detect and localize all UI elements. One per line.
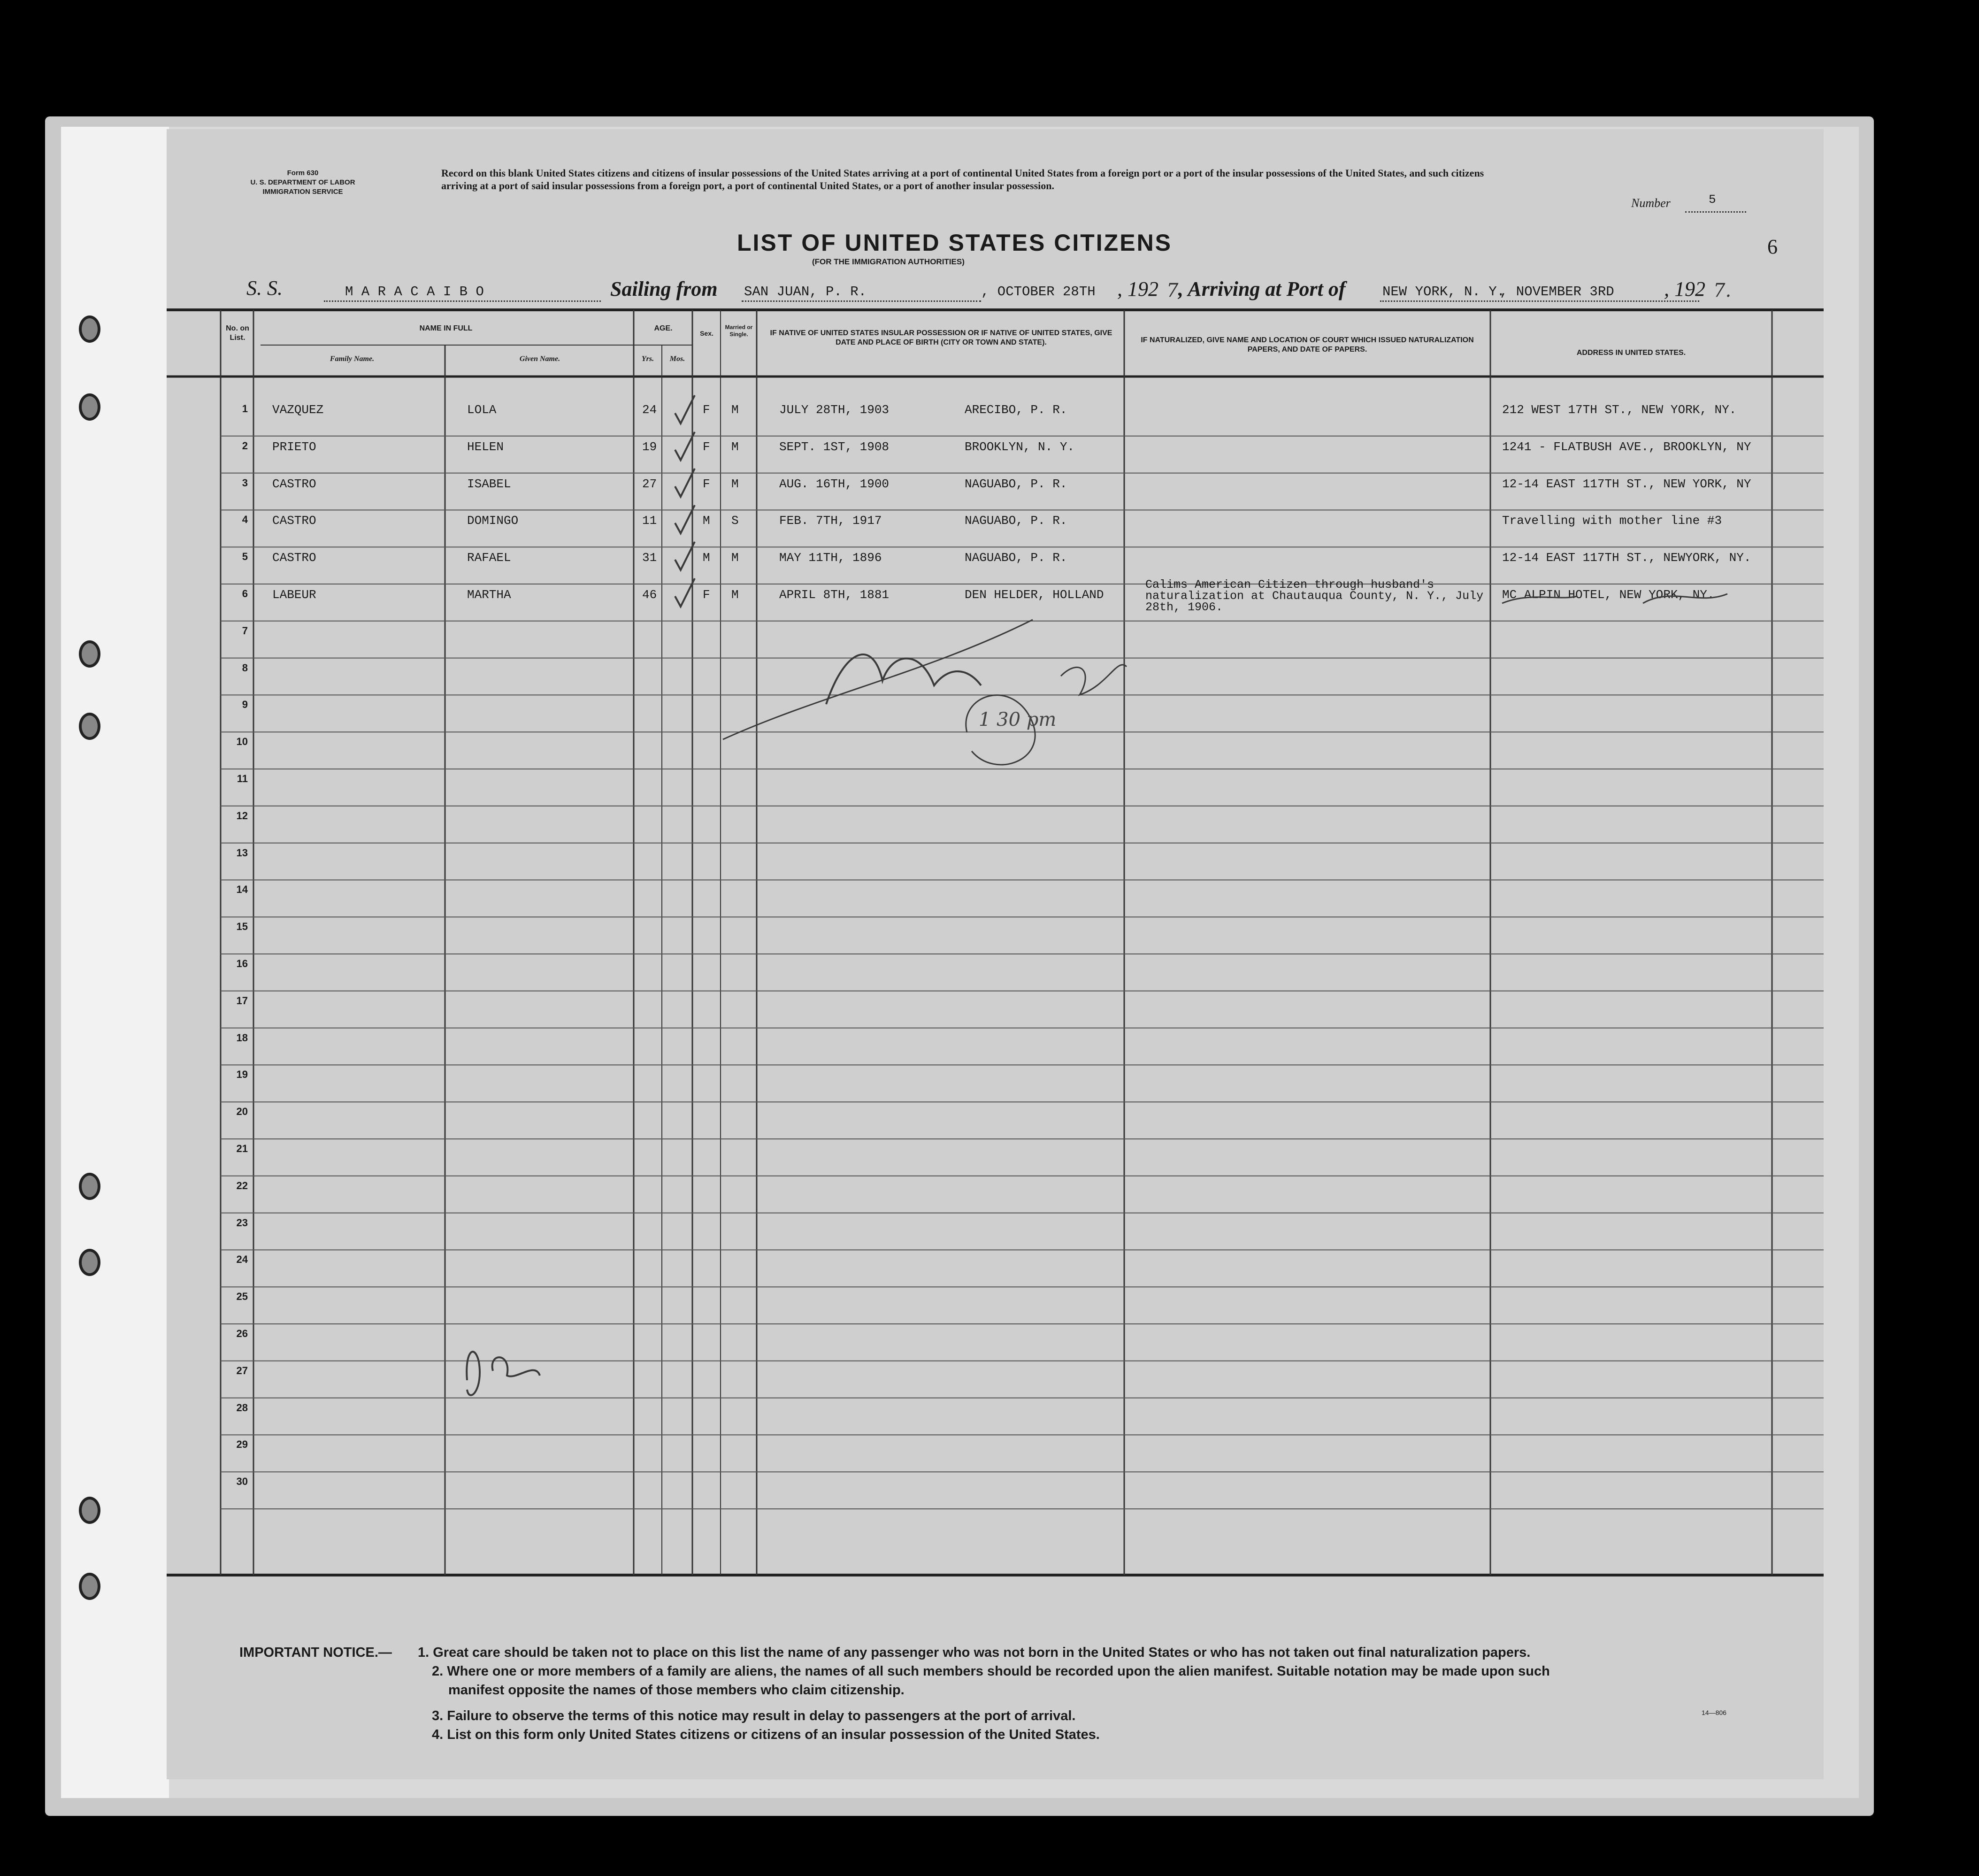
cell-family: PRIETO	[272, 439, 316, 454]
row-number: 5	[242, 551, 248, 563]
cell-yrs: 19	[642, 439, 657, 454]
col-header-address: ADDRESS IN UNITED STATES.	[1576, 349, 1686, 357]
ship-name: M A R A C A I B O	[345, 284, 484, 300]
notice-item-2b: manifest opposite the names of those members who claim citizenship.	[448, 1683, 905, 1698]
check-mark	[675, 578, 695, 607]
cell-birth-place: BROOKLYN, N. Y.	[965, 439, 1075, 454]
cell-given: MARTHA	[467, 588, 511, 602]
cell-yrs: 24	[642, 403, 657, 417]
row-number: 10	[236, 736, 248, 748]
cell-yrs: 27	[642, 477, 657, 491]
cell-birth-date: FEB. 7TH, 1917	[779, 514, 882, 528]
number-label: Number	[1631, 196, 1671, 210]
cell-ms: M	[731, 588, 739, 602]
row-number: 9	[242, 699, 248, 711]
cell-given: LOLA	[467, 403, 497, 417]
cell-birth-date: JULY 28TH, 1903	[779, 403, 890, 417]
col-header-family-name: Family Name.	[330, 355, 375, 363]
col-header-birth: IF NATIVE OF UNITED STATES INSULAR POSSESSION OR IF NATIVE OF UNITED STATES, GIVE DATE AND PLACE OF BIRTH (CITY OR TOWN AND STATE).	[770, 329, 1112, 346]
cell-family: CASTRO	[272, 514, 316, 528]
notice-item-4: 4. List on this form only United States citizens or citizens of an insular possession of the United States.	[432, 1727, 1100, 1742]
col-header-sex: Sex.	[700, 330, 713, 337]
cell-address: Travelling with mother line #3	[1502, 514, 1722, 528]
cell-yrs: 31	[642, 551, 657, 565]
cell-sex: M	[703, 551, 710, 565]
cell-yrs: 11	[642, 514, 657, 528]
cell-birth-date: AUG. 16TH, 1900	[779, 477, 890, 491]
row-number: 22	[236, 1179, 248, 1192]
cell-ms: M	[731, 439, 739, 454]
cell-address: 1241 - FLATBUSH AVE., BROOKLYN, NY	[1502, 439, 1751, 454]
col-header-name-in-full: NAME IN FULL	[419, 324, 473, 332]
cell-ms: M	[731, 403, 739, 417]
row-number: 15	[236, 921, 248, 933]
col-header-number: No. on List.	[226, 324, 249, 342]
notice-item-3: 3. Failure to observe the terms of this notice may result in delay to passengers at the port of arrival.	[432, 1708, 1076, 1723]
cell-given: RAFAEL	[467, 551, 511, 565]
row-number: 25	[236, 1291, 248, 1303]
cell-birth-date: SEPT. 1ST, 1908	[779, 439, 890, 454]
check-mark	[675, 505, 695, 533]
row-number: 21	[236, 1143, 248, 1154]
row-number: 19	[236, 1069, 248, 1081]
row-number: 11	[237, 773, 248, 784]
sailing-year-prefix: , 192	[1117, 277, 1158, 300]
arrival-year-prefix: , 192	[1664, 277, 1705, 300]
col-header-married: Married or Single.	[725, 324, 753, 338]
notice-item-1: 1. Great care should be taken not to place on this list the name of any passenger who was not born in the United States or who has not taken out final naturalization papers.	[418, 1645, 1531, 1660]
form-title: LIST OF UNITED STATES CITIZENS	[737, 230, 1173, 256]
handwritten-time-note: 1 30 pm	[979, 709, 1057, 730]
row-number: 1	[242, 403, 248, 415]
cell-yrs: 46	[642, 588, 657, 602]
cell-address: 12-14 EAST 117TH ST., NEW YORK, NY	[1502, 477, 1751, 491]
service: IMMIGRATION SERVICE	[262, 188, 343, 196]
row-number: 23	[236, 1216, 248, 1229]
cell-family: VAZQUEZ	[272, 403, 324, 417]
sailing-label: Sailing from	[610, 277, 718, 300]
cell-family: CASTRO	[272, 477, 316, 491]
cell-family: CASTRO	[272, 551, 316, 565]
check-mark	[675, 432, 695, 460]
row-number: 28	[236, 1401, 248, 1414]
arriving-label: , Arriving at Port of	[1178, 277, 1346, 300]
col-header-given-name: Given Name.	[519, 355, 560, 363]
row-number: 17	[236, 994, 248, 1007]
ss-label: S. S.	[246, 277, 283, 300]
cell-birth-place: NAGUABO, P. R.	[965, 514, 1067, 528]
cell-given: DOMINGO	[467, 514, 519, 528]
cell-sex: F	[703, 588, 710, 602]
arrival-year-suffix: 7.	[1713, 280, 1732, 301]
cell-birth-place: NAGUABO, P. R.	[965, 477, 1067, 491]
form-number: Form 630	[287, 169, 319, 177]
row-number: 8	[242, 661, 248, 674]
row-number: 13	[236, 846, 248, 859]
row-number: 26	[236, 1328, 248, 1339]
check-mark	[675, 542, 695, 570]
sailing-port: SAN JUAN, P. R.	[744, 284, 867, 300]
row-number: 14	[236, 884, 248, 896]
cell-birth-place: DEN HELDER, HOLLAND	[965, 588, 1104, 602]
arrival-port: NEW YORK, N. Y.	[1382, 284, 1505, 300]
row-number: 3	[242, 477, 248, 489]
row-number: 4	[242, 514, 248, 526]
cell-family: LABEUR	[272, 588, 316, 602]
row-number: 24	[236, 1253, 248, 1266]
arrival-date: , NOVEMBER 3RD	[1500, 284, 1614, 300]
check-mark	[675, 469, 695, 497]
row-number: 29	[236, 1438, 248, 1451]
department: U. S. DEPARTMENT OF LABOR	[250, 178, 355, 186]
cell-ms: M	[731, 551, 739, 565]
row-number: 6	[242, 588, 248, 600]
page-number: 6	[1767, 235, 1778, 258]
cell-given: ISABEL	[467, 477, 511, 491]
sailing-year-suffix: 7	[1166, 280, 1179, 301]
cell-ms: M	[731, 477, 739, 491]
cell-sex: M	[703, 514, 710, 528]
row-number: 18	[236, 1031, 248, 1044]
cell-sex: F	[703, 477, 710, 491]
number-value: 5	[1709, 192, 1716, 207]
col-header-yrs: Yrs.	[641, 355, 654, 363]
cell-birth-place: ARECIBO, P. R.	[965, 403, 1067, 417]
cell-address: 212 WEST 17TH ST., NEW YORK, NY.	[1502, 403, 1737, 417]
form-instructions: Record on this blank United States citizens and citizens of insular possessions of the United States arriving at a port of continental United States from a foreign port or a port of the insular possessions of the United States, and such citizens arriving at a port of said insular possessions from a foreign port, a port of continental United States, or a port of another insular possession.	[441, 167, 1484, 192]
col-header-mos: Mos.	[669, 355, 685, 363]
form-subtitle: (FOR THE IMMIGRATION AUTHORITIES)	[812, 257, 965, 266]
col-header-age: AGE.	[654, 324, 673, 332]
cell-birth-date: APRIL 8TH, 1881	[779, 588, 890, 602]
notice-heading: IMPORTANT NOTICE.—	[239, 1645, 392, 1660]
row-number: 27	[236, 1364, 248, 1376]
cell-sex: F	[703, 403, 710, 417]
row-number: 30	[236, 1476, 248, 1488]
cell-birth-place: NAGUABO, P. R.	[965, 551, 1067, 565]
row-number: 20	[236, 1106, 248, 1118]
printer-mark: 14—806	[1702, 1709, 1726, 1716]
col-header-naturalized: IF NATURALIZED, GIVE NAME AND LOCATION OF COURT WHICH ISSUED NATURALIZATION PAPERS, AND DATE OF PAPERS.	[1141, 336, 1474, 354]
row-number: 16	[236, 958, 248, 969]
cell-ms: S	[731, 514, 739, 528]
cell-address: MC ALPIN HOTEL, NEW YORK, NY.	[1502, 588, 1715, 602]
cell-birth-date: MAY 11TH, 1896	[779, 551, 882, 565]
row-number: 12	[236, 809, 248, 822]
cell-sex: F	[703, 439, 710, 454]
cell-address: 12-14 EAST 117TH ST., NEWYORK, NY.	[1502, 551, 1751, 565]
cell-given: HELEN	[467, 439, 504, 454]
row-number: 2	[242, 439, 248, 452]
notice-item-2a: 2. Where one or more members of a family are aliens, the names of all such members should be recorded upon the alien manifest. Suitable notation may be made upon such	[432, 1664, 1550, 1679]
sailing-date: , OCTOBER 28TH	[981, 284, 1096, 300]
check-mark	[675, 395, 695, 423]
row-number: 7	[242, 624, 248, 637]
cell-naturalized: Calims American Citizen through husband's naturalization at Chautauqua County, N. Y., July 28th, 1906.	[1145, 578, 1484, 614]
